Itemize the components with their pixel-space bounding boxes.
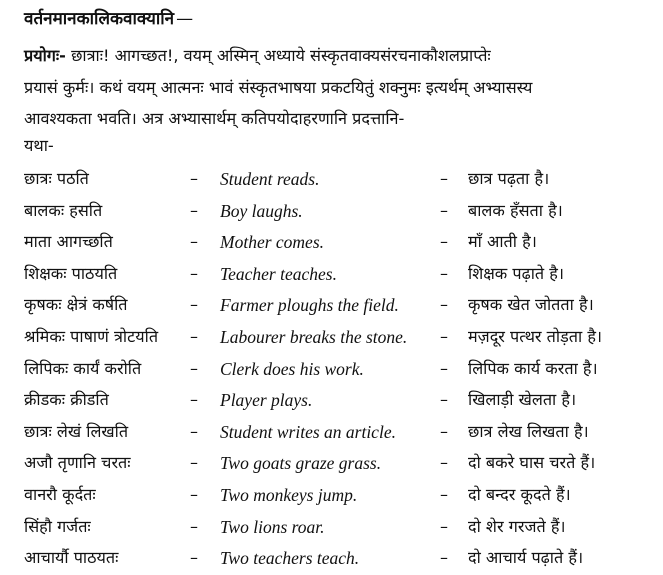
separator-dash: – — [190, 263, 198, 283]
hindi-translation: दो बन्दर कूदते हैं। — [468, 484, 571, 504]
example-row — [0, 354, 663, 386]
english-translation: Clerk does his work. — [220, 358, 364, 379]
hindi-translation: खिलाड़ी खेलता है। — [468, 390, 577, 410]
sanskrit-sentence: वानरौ कूर्दतः — [24, 484, 96, 504]
english-translation: Two monkeys jump. — [220, 484, 358, 505]
separator-dash: – — [440, 295, 448, 315]
separator-dash: – — [190, 421, 198, 441]
hindi-translation: मज़दूर पत्थर तोड़ता है। — [468, 326, 603, 346]
sanskrit-sentence: लिपिकः कार्यं करोति — [24, 358, 142, 378]
example-row — [0, 227, 663, 259]
separator-dash: – — [190, 326, 198, 346]
separator-dash: – — [440, 453, 448, 473]
english-translation: Mother comes. — [220, 232, 325, 253]
separator-dash: – — [190, 200, 198, 220]
example-row — [0, 259, 663, 291]
intro-line-1-text: छात्राः! आगच्छत!, वयम् अस्मिन् अध्याये संस्कृतवाक्यसंरचनाकौशलप्राप्तेः — [71, 46, 491, 65]
separator-dash: – — [190, 358, 198, 378]
english-translation: Player plays. — [220, 390, 313, 411]
intro-line-1 — [24, 40, 652, 72]
hindi-translation: दो आचार्य पढ़ाते हैं। — [468, 548, 584, 568]
hindi-translation: बालक हँसता है। — [468, 200, 563, 220]
sanskrit-sentence: सिंहौ गर्जतः — [24, 516, 91, 536]
separator-dash: – — [440, 484, 448, 504]
example-table — [0, 164, 663, 575]
sanskrit-sentence: श्रमिकः पाषाणं त्रोटयति — [24, 326, 159, 346]
english-translation: Teacher teaches. — [220, 263, 337, 284]
sanskrit-sentence: छात्रः पठति — [24, 169, 89, 188]
sanskrit-sentence: आचार्यौ पाठयतः — [24, 548, 119, 568]
english-translation: Two teachers teach. — [220, 548, 360, 569]
example-row — [0, 417, 663, 449]
english-translation: Farmer ploughs the field. — [220, 295, 399, 316]
sanskrit-sentence: शिक्षकः पाठयति — [24, 263, 118, 283]
separator-dash: – — [440, 232, 448, 252]
example-row — [0, 290, 663, 322]
english-translation: Two lions roar. — [220, 516, 325, 537]
sanskrit-sentence: क्रीडकः क्रीडति — [24, 390, 109, 410]
hindi-translation: कृषक खेत जोतता है। — [468, 295, 594, 315]
separator-dash: – — [190, 295, 198, 315]
separator-dash: – — [440, 358, 448, 378]
example-row — [0, 385, 663, 417]
sanskrit-sentence: छात्रः लेखं लिखति — [24, 421, 129, 441]
example-row — [0, 322, 663, 354]
example-row — [0, 512, 663, 544]
example-intro: यथा- — [24, 136, 54, 155]
sanskrit-sentence: कृषकः क्षेत्रं कर्षति — [24, 295, 128, 315]
intro-line-2: प्रयासं कुर्मः। कथं वयम् आत्मनः भावं संस्कृतभाषया प्रकटयितुं शक्नुमः इत्यर्थम् अभ्यासस्य — [24, 77, 533, 97]
hindi-translation: दो बकरे घास चरते हैं। — [468, 453, 596, 473]
heading-dash: — — [176, 9, 194, 29]
separator-dash: – — [190, 232, 198, 252]
separator-dash: – — [440, 516, 448, 536]
separator-dash: – — [440, 326, 448, 346]
separator-dash: – — [190, 484, 198, 504]
hindi-translation: छात्र लेख लिखता है। — [468, 421, 589, 441]
separator-dash: – — [190, 169, 198, 188]
sanskrit-sentence: माता आगच्छति — [24, 232, 113, 252]
hindi-translation: दो शेर गरजते हैं। — [468, 516, 566, 536]
separator-dash: – — [190, 390, 198, 410]
intro-line-3: आवश्यकता भवति। अत्र अभ्यासार्थम् कतिपयोदाहरणानि प्रदत्तानि- — [24, 109, 405, 128]
example-row — [0, 543, 663, 575]
sanskrit-sentence: बालकः हसति — [24, 200, 103, 220]
separator-dash: – — [190, 516, 198, 536]
separator-dash: – — [440, 200, 448, 220]
intro-label: प्रयोगः- — [24, 46, 66, 65]
separator-dash: – — [440, 421, 448, 441]
sanskrit-sentence: अजौ तृणानि चरतः — [24, 453, 131, 473]
english-translation: Boy laughs. — [220, 200, 303, 221]
example-row — [0, 164, 663, 196]
hindi-translation: शिक्षक पढ़ाते है। — [468, 263, 564, 283]
example-row — [0, 196, 663, 228]
section-heading — [24, 6, 193, 29]
intro-paragraph — [24, 40, 652, 135]
hindi-translation: लिपिक कार्य करता है। — [468, 358, 598, 378]
hindi-translation: माँ आती है। — [468, 232, 537, 252]
english-translation: Two goats graze grass. — [220, 453, 382, 474]
example-row — [0, 448, 663, 480]
separator-dash: – — [440, 390, 448, 410]
separator-dash: – — [440, 548, 448, 568]
english-translation: Student writes an article. — [220, 421, 396, 442]
separator-dash: – — [440, 263, 448, 283]
english-translation: Labourer breaks the stone. — [220, 326, 408, 347]
example-row — [0, 480, 663, 512]
hindi-translation: छात्र पढ़ता है। — [468, 169, 550, 188]
separator-dash: – — [190, 548, 198, 568]
separator-dash: – — [440, 169, 448, 188]
separator-dash: – — [190, 453, 198, 473]
english-translation: Student reads. — [220, 169, 320, 189]
heading-title: वर्तनमानकालिकवाक्यानि — [24, 9, 175, 29]
